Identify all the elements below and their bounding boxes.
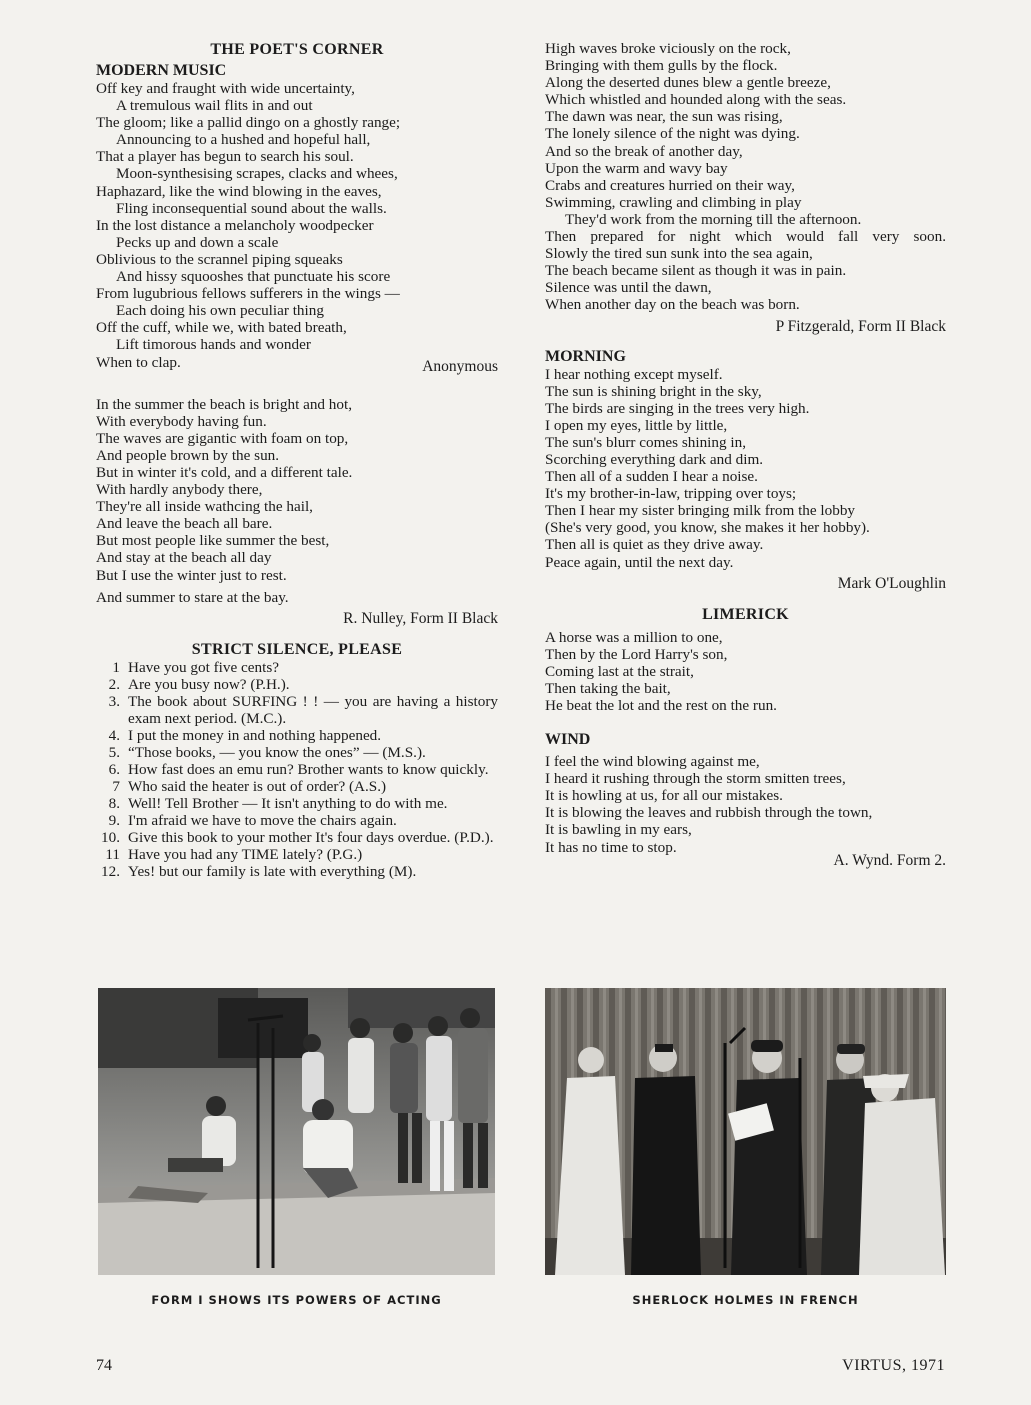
poem-line: Peace again, until the next day. [545,553,734,571]
poem-line: And people brown by the sun. [96,446,280,464]
poem-line: When another day on the beach was born. [545,296,800,314]
beach-author: R. Nulley, Form II Black [343,609,498,627]
poem-line: I feel the wind blowing against me, [545,753,760,771]
photo-sherlock-holmes [545,988,946,1275]
morning-author: Mark O'Loughlin [837,574,946,592]
poem-line: It is howling at us, for all our mistakes. [545,787,783,805]
page-number: 74 [96,1357,112,1374]
poem-line: But in winter it's cold, and a different tale. [96,463,353,481]
list-item [96,812,498,829]
poem-line: Each doing his own peculiar thing [116,302,324,320]
poem-line: Moon-synthesising scrapes, clacks and whees, [116,165,398,183]
poem-line: High waves broke viciously on the rock, [545,40,791,57]
morning-title: MORNING [545,347,626,365]
list-text: Who said the heater is out of order? (A.S.) [128,777,387,795]
list-item [96,727,498,744]
section-title: THE POET'S CORNER [210,41,384,58]
poem-line: He beat the lot and the rest on the run. [545,697,777,714]
photo-form-one-acting-image [98,988,495,1275]
photo-form-one-acting [98,988,495,1275]
list-text: Have you had any TIME lately? (P.G.) [128,845,363,863]
morning-poem [545,366,946,571]
list-item [96,829,498,846]
poem-line: The gloom; like a pallid dingo on a ghostly range; [96,114,401,132]
poem-line: Silence was until the dawn, [545,279,712,297]
list-number: 9. [108,811,120,829]
list-text: Give this book to your mother It's four days overdue. (P.D.). [128,828,494,846]
poem-line: Haphazard, like the wind blowing in the eaves, [96,182,382,200]
poem-line: Coming last at the strait, [545,662,694,680]
poem-line: The beach became silent as though it was in pain. [545,262,847,280]
list-item [96,761,498,778]
poem-line: In the lost distance a melancholy woodpecker [96,216,374,234]
list-item [96,778,498,795]
list-number: 12. [101,862,120,880]
wind-author: A. Wynd. Form 2. [833,851,946,869]
poem-line: And summer to stare at the bay. [96,588,289,606]
poem-line: Announcing to a hushed and hopeful hall, [116,131,371,149]
list-number: 1 [112,658,120,676]
poem-line: That a player has begun to search his soul. [96,148,354,166]
beach-poem [96,396,498,606]
photo-caption-acting: FORM I SHOWS ITS POWERS OF ACTING [151,1293,442,1307]
poem-line: Off key and fraught with wide uncertainty, [96,80,355,97]
poem-line: Along the deserted dunes blew a gentle breeze, [545,74,831,92]
list-text: Well! Tell Brother — It isn't anything to do with me. [128,794,448,812]
poem-line: The waves are gigantic with foam on top, [96,429,349,447]
poem-line: Lift timorous hands and wonder [116,336,311,354]
list-text: The book about SURFING ! ! — you are having a history exam next period. (M.C.). [128,692,498,727]
poem-line: Scorching everything dark and dim. [545,450,764,468]
list-item [96,693,498,727]
list-text: Yes! but our family is late with everything (M). [128,862,417,880]
list-number: 6. [108,760,120,778]
poem-line: But I use the winter just to rest. [96,566,287,584]
poem-line: With everybody having fun. [96,412,267,430]
left-column [96,40,498,880]
waves-poem [545,40,946,314]
poem-line: Fling inconsequential sound about the walls. [116,199,387,217]
poem-line: It is blowing the leaves and rubbish through the town, [545,804,873,822]
limerick-title: LIMERICK [702,605,789,623]
poem-line: In the summer the beach is bright and hot, [96,395,353,413]
right-column [545,40,946,870]
poem-line: And stay at the beach all day [96,549,272,567]
list-text: “Those books, — you know the ones” — (M.S.). [128,743,426,761]
wind-poem [545,753,946,856]
list-text: How fast does an emu run? Brother wants to know quickly. [128,760,489,778]
list-text: I'm afraid we have to move the chairs again. [128,811,397,829]
list-number: 5. [108,743,120,761]
poem-line: The lonely silence of the night was dying. [545,125,800,143]
poem-line: Then by the Lord Harry's son, [545,645,728,663]
poem-line: Crabs and creatures hurried on their way, [545,176,795,194]
poem-line: With hardly anybody there, [96,481,263,499]
poem-line: Oblivious to the scrannel piping squeaks [96,250,343,268]
limerick-poem [545,629,946,714]
poem-line: And so the break of another day, [545,142,743,160]
wind-title: WIND [545,731,591,749]
list-item [96,863,498,880]
poem-line: Pecks up and down a scale [116,233,279,251]
poem-line: A horse was a million to one, [545,628,723,646]
poem-line: And leave the beach all bare. [96,515,273,533]
poem-line: The birds are singing in the trees very high. [545,399,810,417]
list-number: 4. [108,726,120,744]
poem-line: The dawn was near, the sun was rising, [545,108,783,126]
poem-line: Then prepared for night which would fall very soon. [545,228,946,246]
poem-line: And hissy squooshes that punctuate his score [116,268,391,286]
strict-silence-title: STRICT SILENCE, PLEASE [191,640,403,658]
poem-line: I hear nothing except myself. [545,365,723,383]
poem-line: Then all is quiet as they drive away. [545,536,764,554]
poem-line: But most people like summer the best, [96,532,330,550]
list-number: 7 [112,777,120,795]
list-text: I put the money in and nothing happened. [128,726,382,744]
list-item [96,795,498,812]
poem-line: Which whistled and hounded along with the seas. [545,91,847,109]
modern-music-poem [96,80,498,371]
list-item [96,659,498,676]
poem-line: Swimming, crawling and climbing in play [545,193,802,211]
poem-line: It's my brother-in-law, tripping over toys; [545,485,797,503]
list-text: Are you busy now? (P.H.). [128,675,290,693]
poem-line: Off the cuff, while we, with bated breath, [96,319,347,337]
poem-line: (She's very good, you know, she makes it her hobby). [545,519,870,537]
photo-caption-sherlock: SHERLOCK HOLMES IN FRENCH [632,1293,859,1307]
photo-sherlock-holmes-image [545,988,946,1275]
poem-line: Then all of a sudden I hear a noise. [545,468,758,486]
modern-music-author: Anonymous [422,357,498,375]
list-number: 3. [108,692,120,710]
poem-line: I heard it rushing through the storm smitten trees, [545,770,846,788]
list-item [96,846,498,863]
list-number: 2. [108,675,120,693]
poem-line: A tremulous wail flits in and out [116,97,313,115]
list-item [96,676,498,693]
list-text: Have you got five cents? [128,658,279,676]
poem-line: From lugubrious fellows sufferers in the wings — [96,285,400,303]
list-number: 11 [105,845,120,863]
modern-music-title: MODERN MUSIC [96,62,227,79]
poem-line: When to clap. [96,353,181,371]
poem-line: Then I hear my sister bringing milk from the lobby [545,502,856,520]
poem-line: Bringing with them gulls by the flock. [545,57,778,75]
poem-line: The sun is shining bright in the sky, [545,382,762,400]
poem-line: They'd work from the morning till the afternoon. [565,210,862,228]
poem-line: Then taking the bait, [545,679,671,697]
poem-line: They're all inside wathcing the hail, [96,498,313,516]
journal-name: VIRTUS, 1971 [842,1357,945,1374]
poem-line: Slowly the tired sun sunk into the sea again, [545,245,813,263]
poem-line: The sun's blurr comes shining in, [545,433,746,451]
waves-author: P Fitzgerald, Form II Black [775,317,946,335]
list-number: 8. [108,794,120,812]
list-item [96,744,498,761]
poem-line: It is bawling in my ears, [545,821,692,839]
poem-line: I open my eyes, little by little, [545,416,728,434]
poem-line: Upon the warm and wavy bay [545,159,728,177]
list-number: 10. [101,828,120,846]
poem-line: It has no time to stop. [545,838,677,856]
strict-silence-list [96,659,498,880]
